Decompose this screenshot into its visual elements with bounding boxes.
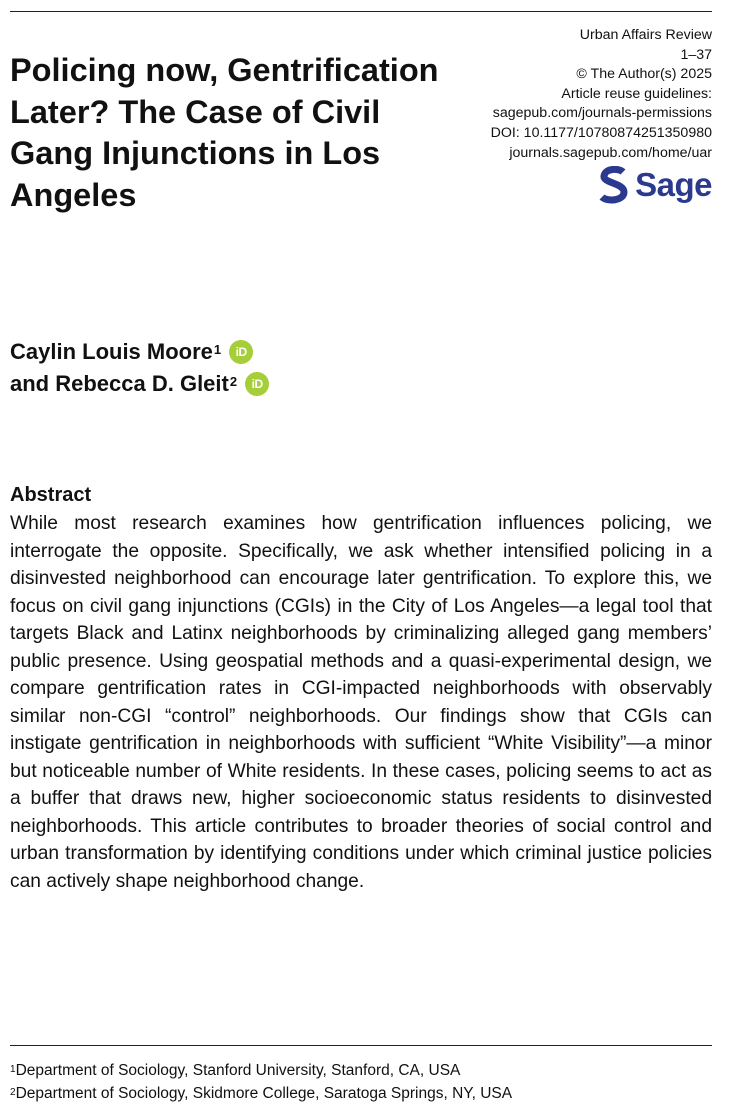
sage-wordmark: Sage [635, 166, 712, 203]
journal-name: Urban Affairs Review [579, 27, 712, 43]
affiliation-2 [10, 1084, 512, 1104]
journal-home-link[interactable]: journals.sagepub.com/home/uar [509, 144, 712, 161]
author-entry [10, 336, 269, 368]
orcid-icon[interactable]: iD [229, 340, 253, 364]
author-list [10, 336, 269, 400]
author-entry [10, 368, 269, 400]
affiliation-text: Department of Sociology, Stanford University, Stanford, CA, USA [15, 1062, 461, 1079]
affiliation-mark: 1 [10, 1064, 16, 1075]
affiliation-1 [10, 1061, 460, 1081]
abstract-body: While most research examines how gentrification influences policing, we interrogate the opposite. Specifically, we ask whether intensified policing in a disinvested neighborhood can encourage later gentrification. To explore this, we focus on civil gang injunctions (CGIs) in the City of Los Angeles—a legal tool that targets Black and Latinx neighborhoods by criminalizing alleged gang members’ public presence. Using geospatial methods and a quasi-experimental design, we compare gentrification rates in CGI-impacted neighborhoods with observably similar non-CGI “control” neighborhoods. Our findings show that CGIs can instigate gentrification in neighborhoods with sufficient “White Visibility”—a minor but noticeable number of White residents. In these cases, policing seems to act as a buffer that draws new, higher socioeconomic status residents to disinvested neighborhoods. This article contributes to broader theories of social control and urban transformation by identifying conditions under which criminal justice policies can actively shape neighborhood change. [10, 513, 712, 892]
orcid-icon[interactable]: iD [245, 372, 269, 396]
author-name: Caylin Louis Moore [10, 339, 213, 364]
doi-link[interactable]: DOI: 10.1177/10780874251350980 [490, 124, 712, 141]
permissions-link[interactable]: sagepub.com/journals-permissions [492, 105, 712, 122]
reuse-label: Article reuse guidelines: [561, 85, 712, 102]
abstract-heading: Abstract [10, 484, 92, 506]
article-title: Policing now, Gentrification Later? The Case of Civil Gang Injunctions in Los Angeles [10, 52, 439, 213]
affiliation-text: Department of Sociology, Skidmore College, Saratoga Springs, NY, USA [15, 1085, 513, 1102]
affiliation-mark: 1 [213, 342, 222, 357]
page-range: 1–37 [680, 46, 712, 63]
sage-s-icon [597, 166, 631, 204]
affiliation-mark: 2 [10, 1087, 16, 1098]
author-name: Rebecca D. Gleit [55, 371, 229, 396]
sage-logo [597, 166, 712, 204]
copyright: © The Author(s) 2025 [576, 66, 712, 83]
author-prefix: and [10, 371, 56, 396]
footnote-rule [10, 1045, 712, 1046]
affiliation-mark: 2 [229, 374, 238, 389]
top-rule [10, 11, 712, 12]
